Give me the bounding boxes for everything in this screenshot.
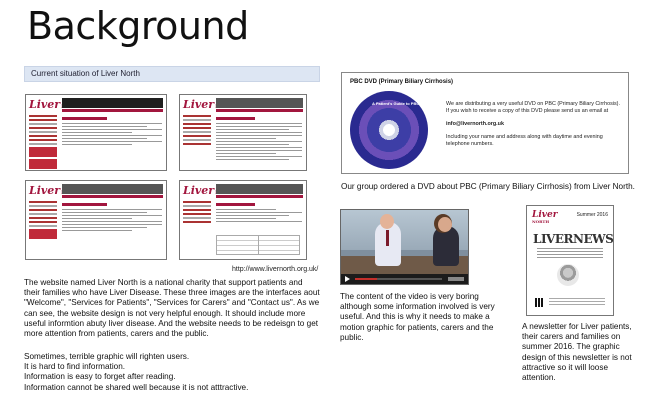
site-banner bbox=[216, 98, 303, 108]
site-navbar bbox=[62, 195, 163, 198]
newsletter-caption: A newsletter for Liver patients, their carers and families on summer 2016. The graphic design of this newsletter is not attractive so it will loose attention. bbox=[522, 322, 632, 383]
newsletter-name: LIVERNEWS bbox=[533, 232, 614, 246]
section-label: Current situation of Liver North bbox=[31, 69, 140, 78]
video-caption: The content of the video is very boring although some information involved is very useful. And this is why it needs to make a motion graphic for patients, carers and the public. bbox=[340, 292, 495, 342]
website-screenshot-contact bbox=[179, 180, 307, 260]
url-caption: http://www.livernorth.org.uk/ bbox=[232, 266, 319, 273]
dvd-info-card bbox=[341, 72, 629, 174]
video-controls bbox=[341, 274, 468, 284]
liver-north-logo: Liver bbox=[29, 184, 61, 197]
newsletter-cover bbox=[526, 205, 614, 316]
site-content bbox=[62, 117, 162, 147]
site-sidebar bbox=[183, 201, 211, 225]
dvd-description bbox=[446, 101, 624, 154]
liver-north-logo: Liver bbox=[183, 184, 215, 197]
site-content bbox=[62, 203, 162, 233]
problem-item: Information cannot be shared well because it is not atttractive. bbox=[24, 382, 249, 392]
disc-label: A Patient's Guide to PBC bbox=[372, 101, 420, 106]
dvd-line2: Including your name and address along with daytime and evening telephone numbers. bbox=[446, 134, 603, 147]
dvd-line1: We are distributing a very useful DVD on PBC (Primary Biliary Cirrhosis). If you wish to receive a copy of this DVD please send us an email at bbox=[446, 101, 620, 114]
site-navbar bbox=[62, 109, 163, 112]
site-banner bbox=[62, 184, 163, 194]
site-sidebar bbox=[29, 201, 57, 241]
dvd-email-link[interactable]: info@livernorth.org.uk bbox=[446, 121, 504, 127]
newsletter-photo bbox=[557, 264, 579, 286]
site-banner bbox=[216, 184, 303, 194]
site-banner bbox=[62, 98, 163, 108]
liver-north-logo: Liver bbox=[183, 98, 215, 111]
website-description: The website named Liver North is a national charity that support patients and their families who have Liver Disease. These three images are the interfaces aout "Welcome", "Services for Patients", "Services for Carers" and "Contact us". As we can see, the website design is not very helpful enough. It should include more useful informtion abuty liver disease. And the website needs to be redeisgn to get more attention from patients, carers and the public. bbox=[24, 278, 320, 339]
site-content bbox=[216, 203, 302, 224]
site-sidebar bbox=[29, 115, 57, 171]
problem-item: Sometimes, terrible graphic will righten users. bbox=[24, 352, 190, 361]
site-navbar bbox=[216, 109, 303, 112]
qr-code-icon bbox=[535, 298, 544, 307]
problem-list bbox=[24, 352, 320, 393]
section-label-bar bbox=[24, 66, 320, 82]
video-player[interactable] bbox=[340, 209, 469, 285]
play-icon[interactable] bbox=[345, 276, 350, 282]
video-progress-fill bbox=[355, 278, 377, 280]
volume-icon[interactable] bbox=[448, 277, 464, 281]
website-screenshot-welcome bbox=[25, 94, 167, 171]
newsletter-logo: Liver NORTH bbox=[532, 210, 558, 224]
problem-item: Information is easy to forget after reading. bbox=[24, 372, 176, 382]
liver-north-logo: Liver bbox=[29, 98, 61, 111]
video-person-woman bbox=[433, 226, 459, 266]
dvd-caption: Our group ordered a DVD about PBC (Primary Biliary Cirrhosis) from Liver North. bbox=[341, 182, 635, 191]
video-progress-track[interactable] bbox=[355, 278, 442, 280]
dvd-title: PBC DVD (Primary Biliary Cirrhosis) bbox=[350, 79, 454, 85]
site-sidebar bbox=[183, 115, 211, 147]
website-screenshot-services-patients bbox=[179, 94, 307, 171]
contact-table bbox=[216, 235, 300, 255]
problem-item: It is hard to find information. bbox=[24, 362, 126, 372]
dvd-disc-image bbox=[350, 91, 428, 169]
site-navbar bbox=[216, 195, 303, 198]
page-title: Background bbox=[27, 4, 249, 48]
website-screenshot-services-carers bbox=[25, 180, 167, 260]
newsletter-season: Summer 2016 bbox=[576, 212, 608, 218]
site-content bbox=[216, 117, 302, 162]
